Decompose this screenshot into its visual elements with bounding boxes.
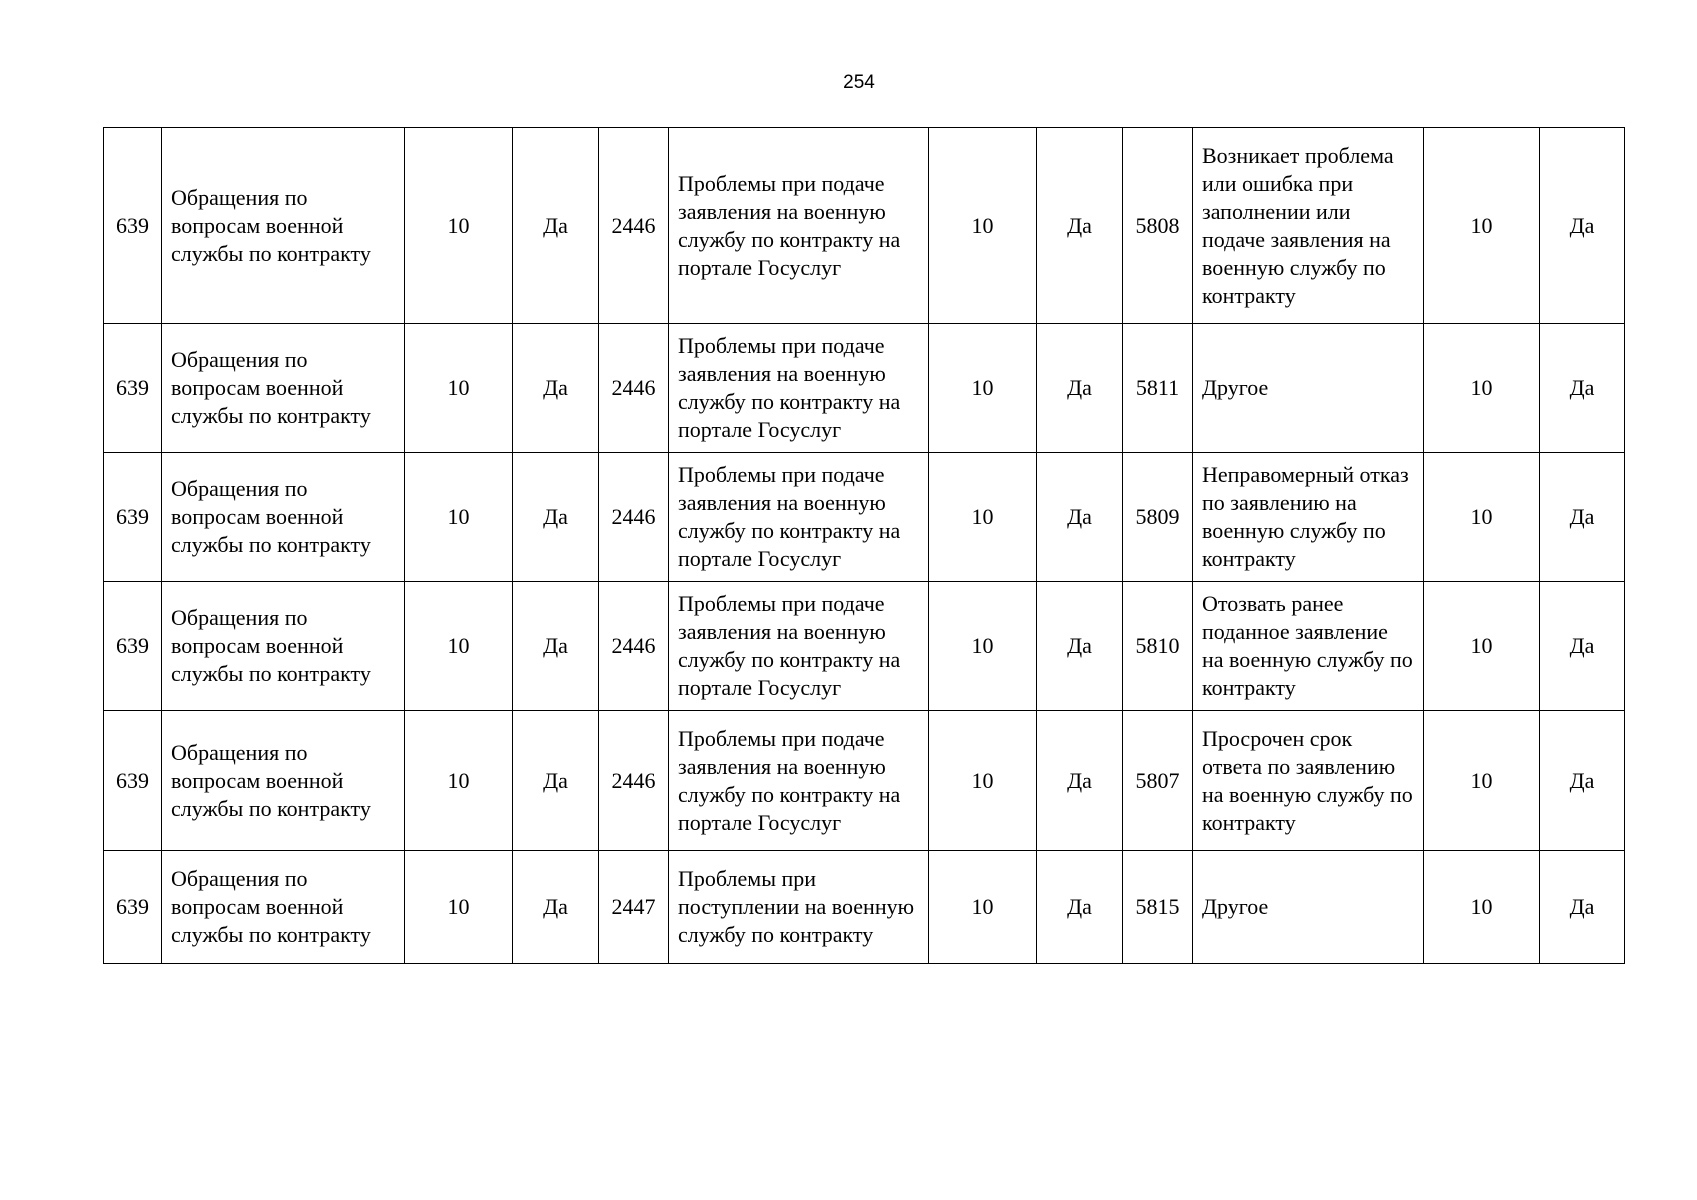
topic-id-cell: 5807: [1123, 711, 1193, 851]
category-flag-cell: Да: [513, 582, 599, 711]
category-id-cell: 639: [104, 582, 162, 711]
table-row: [104, 851, 1625, 964]
category-flag-cell: Да: [513, 453, 599, 582]
subcategory-flag-cell: Да: [1037, 453, 1123, 582]
category-days-cell: 10: [405, 711, 513, 851]
subcategory-id-cell: 2446: [599, 453, 669, 582]
subcategory-id-cell: 2446: [599, 324, 669, 453]
subcategory-name-cell: Проблемы при поступлении на военную службу по контракту: [669, 851, 929, 964]
table-row: [104, 582, 1625, 711]
subcategory-days-cell: 10: [929, 453, 1037, 582]
category-flag-cell: Да: [513, 324, 599, 453]
subcategory-name-cell: Проблемы при подаче заявления на военную службу по контракту на портале Госуслуг: [669, 453, 929, 582]
category-id-cell: 639: [104, 711, 162, 851]
subcategory-flag-cell: Да: [1037, 711, 1123, 851]
topic-days-cell: 10: [1424, 851, 1540, 964]
topic-days-cell: 10: [1424, 582, 1540, 711]
topic-days-cell: 10: [1424, 324, 1540, 453]
topic-name-cell: Другое: [1193, 851, 1424, 964]
subcategory-flag-cell: Да: [1037, 851, 1123, 964]
topic-flag-cell: Да: [1540, 324, 1625, 453]
category-flag-cell: Да: [513, 851, 599, 964]
topic-flag-cell: Да: [1540, 851, 1625, 964]
subcategory-days-cell: 10: [929, 582, 1037, 711]
topic-days-cell: 10: [1424, 128, 1540, 324]
subcategory-name-cell: Проблемы при подаче заявления на военную службу по контракту на портале Госуслуг: [669, 711, 929, 851]
topic-id-cell: 5808: [1123, 128, 1193, 324]
page-number: 254: [843, 72, 875, 93]
topic-name-cell: Другое: [1193, 324, 1424, 453]
category-id-cell: 639: [104, 851, 162, 964]
category-name-cell: Обращения по вопросам военной службы по контракту: [162, 453, 405, 582]
subcategory-id-cell: 2446: [599, 582, 669, 711]
topic-id-cell: 5815: [1123, 851, 1193, 964]
table-row: [104, 324, 1625, 453]
category-days-cell: 10: [405, 851, 513, 964]
topic-name-cell: Возникает проблема или ошибка при заполнении или подаче заявления на военную службу по контракту: [1193, 128, 1424, 324]
topic-id-cell: 5811: [1123, 324, 1193, 453]
category-name-cell: Обращения по вопросам военной службы по контракту: [162, 128, 405, 324]
category-name-cell: Обращения по вопросам военной службы по контракту: [162, 582, 405, 711]
category-name-cell: Обращения по вопросам военной службы по контракту: [162, 711, 405, 851]
table-row: [104, 711, 1625, 851]
table-row: [104, 453, 1625, 582]
topic-flag-cell: Да: [1540, 128, 1625, 324]
subcategory-days-cell: 10: [929, 851, 1037, 964]
topic-id-cell: 5809: [1123, 453, 1193, 582]
category-days-cell: 10: [405, 324, 513, 453]
category-days-cell: 10: [405, 128, 513, 324]
subcategory-flag-cell: Да: [1037, 324, 1123, 453]
category-name-cell: Обращения по вопросам военной службы по контракту: [162, 324, 405, 453]
category-days-cell: 10: [405, 453, 513, 582]
category-id-cell: 639: [104, 324, 162, 453]
category-id-cell: 639: [104, 128, 162, 324]
category-days-cell: 10: [405, 582, 513, 711]
topic-flag-cell: Да: [1540, 582, 1625, 711]
category-flag-cell: Да: [513, 711, 599, 851]
subcategory-flag-cell: Да: [1037, 128, 1123, 324]
topic-flag-cell: Да: [1540, 711, 1625, 851]
topic-days-cell: 10: [1424, 453, 1540, 582]
category-name-cell: Обращения по вопросам военной службы по контракту: [162, 851, 405, 964]
subcategory-name-cell: Проблемы при подаче заявления на военную службу по контракту на портале Госуслуг: [669, 128, 929, 324]
table-row: [104, 128, 1625, 324]
subcategory-days-cell: 10: [929, 128, 1037, 324]
topic-days-cell: 10: [1424, 711, 1540, 851]
topic-name-cell: Неправомерный отказ по заявлению на военную службу по контракту: [1193, 453, 1424, 582]
subcategory-name-cell: Проблемы при подаче заявления на военную службу по контракту на портале Госуслуг: [669, 582, 929, 711]
subcategory-id-cell: 2446: [599, 711, 669, 851]
subcategory-name-cell: Проблемы при подаче заявления на военную службу по контракту на портале Госуслуг: [669, 324, 929, 453]
subcategory-days-cell: 10: [929, 711, 1037, 851]
category-id-cell: 639: [104, 453, 162, 582]
topic-flag-cell: Да: [1540, 453, 1625, 582]
appeals-table: [103, 127, 1625, 964]
subcategory-days-cell: 10: [929, 324, 1037, 453]
subcategory-flag-cell: Да: [1037, 582, 1123, 711]
subcategory-id-cell: 2447: [599, 851, 669, 964]
category-flag-cell: Да: [513, 128, 599, 324]
topic-id-cell: 5810: [1123, 582, 1193, 711]
subcategory-id-cell: 2446: [599, 128, 669, 324]
topic-name-cell: Отозвать ранее поданное заявление на военную службу по контракту: [1193, 582, 1424, 711]
topic-name-cell: Просрочен срок ответа по заявлению на военную службу по контракту: [1193, 711, 1424, 851]
